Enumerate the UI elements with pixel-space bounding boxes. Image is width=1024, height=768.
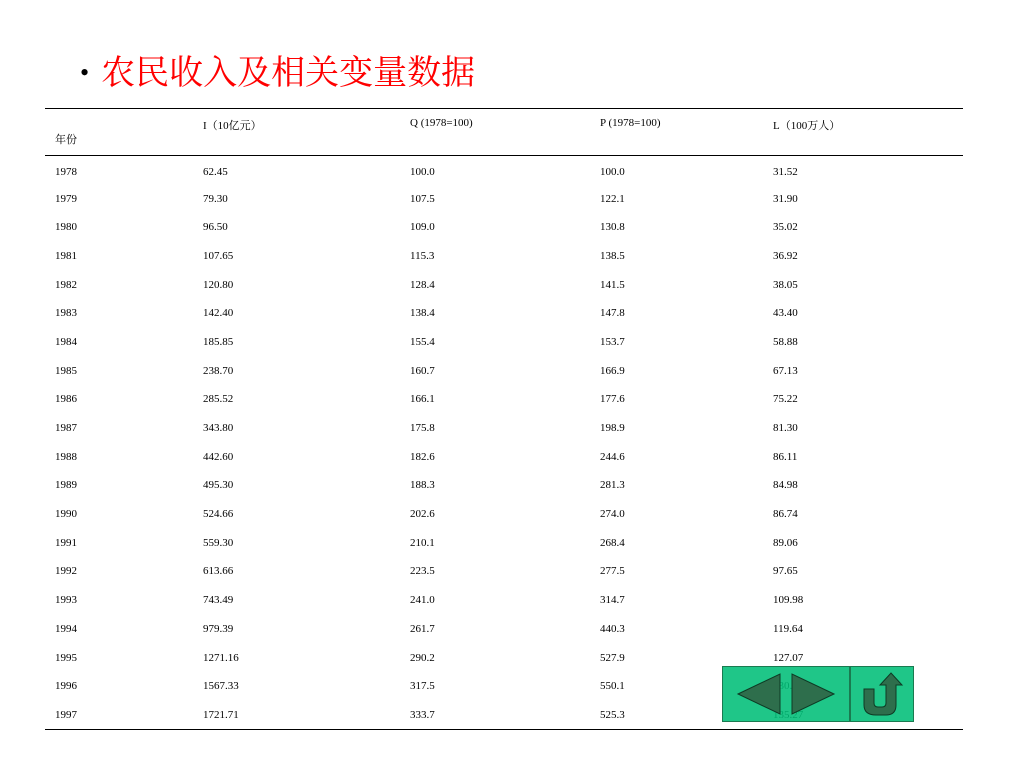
cell-year: 1978 (55, 166, 77, 179)
cell-labor: 35.02 (773, 221, 798, 234)
cell-income: 96.50 (203, 221, 228, 234)
right-arrow-icon[interactable] (792, 674, 834, 714)
cell-labor: 81.30 (773, 422, 798, 435)
cell-quantity: 317.5 (410, 680, 435, 693)
cell-labor: 38.05 (773, 278, 798, 291)
cell-quantity: 128.4 (410, 278, 435, 291)
cell-price: 198.9 (600, 422, 625, 435)
cell-income: 285.52 (203, 393, 234, 406)
cell-labor: 36.92 (773, 249, 798, 262)
header-quantity: Q (1978=100) (410, 117, 473, 129)
cell-quantity: 175.8 (410, 422, 435, 435)
table-row (45, 442, 963, 471)
cell-price: 525.3 (600, 708, 625, 721)
cell-year: 1980 (55, 221, 77, 234)
table-row (45, 385, 963, 414)
header-year: 年份 (55, 134, 77, 146)
cell-quantity: 261.7 (410, 622, 435, 635)
cell-price: 100.0 (600, 166, 625, 179)
table-row (45, 328, 963, 357)
cell-price: 440.3 (600, 622, 625, 635)
cell-quantity: 115.3 (410, 249, 435, 262)
cell-income: 979.39 (203, 622, 234, 635)
slide-title (80, 48, 475, 98)
cell-income: 79.30 (203, 192, 228, 205)
return-button[interactable] (850, 666, 914, 722)
cell-labor: 119.64 (773, 622, 803, 635)
cell-year: 1985 (55, 364, 77, 377)
cell-labor: 84.98 (773, 479, 798, 492)
cell-quantity: 107.5 (410, 192, 435, 205)
table-row (45, 184, 963, 213)
cell-price: 166.9 (600, 364, 625, 377)
cell-year: 1988 (55, 450, 77, 463)
table-header-row (45, 109, 963, 156)
cell-income: 142.40 (203, 307, 234, 320)
cell-quantity: 290.2 (410, 651, 435, 664)
table-row (45, 270, 963, 299)
cell-year: 1994 (55, 622, 77, 635)
cell-income: 120.80 (203, 278, 234, 291)
cell-price: 550.1 (600, 680, 625, 693)
cell-price: 122.1 (600, 192, 625, 205)
cell-year: 1997 (55, 708, 77, 721)
cell-quantity: 333.7 (410, 708, 435, 721)
cell-quantity: 166.1 (410, 393, 435, 406)
cell-income: 613.66 (203, 565, 234, 578)
cell-labor: 67.13 (773, 364, 798, 377)
header-income: I（10亿元） (203, 120, 262, 132)
cell-year: 1996 (55, 680, 77, 693)
table-body (45, 156, 963, 730)
cell-quantity: 182.6 (410, 450, 435, 463)
cell-income: 559.30 (203, 536, 234, 549)
header-labor: L（100万人） (773, 120, 841, 132)
cell-price: 147.8 (600, 307, 625, 320)
cell-year: 1989 (55, 479, 77, 492)
cell-year: 1986 (55, 393, 77, 406)
prev-next-arrows-icon (732, 671, 840, 717)
cell-labor: 97.65 (773, 565, 798, 578)
navigation-buttons (722, 666, 914, 722)
cell-price: 153.7 (600, 335, 625, 348)
table-row (45, 557, 963, 586)
cell-quantity: 160.7 (410, 364, 435, 377)
cell-income: 1567.33 (203, 680, 239, 693)
cell-price: 138.5 (600, 249, 625, 262)
table-row (45, 528, 963, 557)
cell-price: 527.9 (600, 651, 625, 664)
cell-income: 743.49 (203, 594, 234, 607)
cell-labor: 58.88 (773, 335, 798, 348)
cell-income: 524.66 (203, 508, 234, 521)
cell-price: 277.5 (600, 565, 625, 578)
data-table (45, 108, 963, 730)
cell-quantity: 138.4 (410, 307, 435, 320)
cell-labor: 31.90 (773, 192, 798, 205)
cell-labor: 127.07 (773, 651, 804, 664)
cell-income: 1721.71 (203, 708, 239, 721)
table-row (45, 500, 963, 529)
cell-income: 238.70 (203, 364, 234, 377)
cell-income: 442.60 (203, 450, 234, 463)
cell-quantity: 155.4 (410, 335, 435, 348)
cell-year: 1981 (55, 249, 77, 262)
cell-price: 141.5 (600, 278, 625, 291)
cell-year: 1983 (55, 307, 77, 320)
title-text: 农民收入及相关变量数据 (101, 53, 476, 93)
cell-price: 177.6 (600, 393, 625, 406)
cell-labor: 43.40 (773, 307, 798, 320)
header-price: P (1978=100) (600, 117, 661, 129)
prev-next-button[interactable] (722, 666, 850, 722)
table-row (45, 414, 963, 443)
cell-income: 1271.16 (203, 651, 239, 664)
cell-income: 495.30 (203, 479, 234, 492)
cell-quantity: 202.6 (410, 508, 435, 521)
cell-quantity: 100.0 (410, 166, 435, 179)
table-row (45, 471, 963, 500)
cell-price: 281.3 (600, 479, 625, 492)
cell-labor: 109.98 (773, 594, 804, 607)
cell-labor: 86.11 (773, 450, 798, 463)
table-row (45, 586, 963, 615)
table-row (45, 213, 963, 242)
cell-price: 314.7 (600, 594, 625, 607)
cell-labor: 89.06 (773, 536, 798, 549)
cell-labor: 31.52 (773, 166, 798, 179)
cell-price: 130.8 (600, 221, 625, 234)
cell-quantity: 241.0 (410, 594, 435, 607)
cell-year: 1995 (55, 651, 77, 664)
cell-year: 1982 (55, 278, 77, 291)
left-arrow-icon[interactable] (738, 674, 780, 714)
cell-income: 107.65 (203, 249, 234, 262)
table-row (45, 615, 963, 644)
cell-year: 1987 (55, 422, 77, 435)
cell-year: 1991 (55, 536, 77, 549)
cell-labor: 75.22 (773, 393, 798, 406)
table-row (45, 242, 963, 271)
cell-price: 274.0 (600, 508, 625, 521)
cell-year: 1992 (55, 565, 77, 578)
cell-year: 1979 (55, 192, 77, 205)
cell-year: 1990 (55, 508, 77, 521)
cell-labor: 86.74 (773, 508, 798, 521)
table-row (45, 356, 963, 385)
cell-quantity: 188.3 (410, 479, 435, 492)
cell-price: 244.6 (600, 450, 625, 463)
table-row (45, 156, 963, 185)
cell-year: 1993 (55, 594, 77, 607)
cell-quantity: 109.0 (410, 221, 435, 234)
table-row (45, 299, 963, 328)
cell-income: 185.85 (203, 335, 234, 348)
return-u-icon (860, 671, 904, 717)
bullet: • (80, 58, 90, 87)
cell-quantity: 210.1 (410, 536, 435, 549)
cell-income: 343.80 (203, 422, 234, 435)
cell-income: 62.45 (203, 166, 228, 179)
cell-year: 1984 (55, 335, 77, 348)
cell-price: 268.4 (600, 536, 625, 549)
cell-quantity: 223.5 (410, 565, 435, 578)
